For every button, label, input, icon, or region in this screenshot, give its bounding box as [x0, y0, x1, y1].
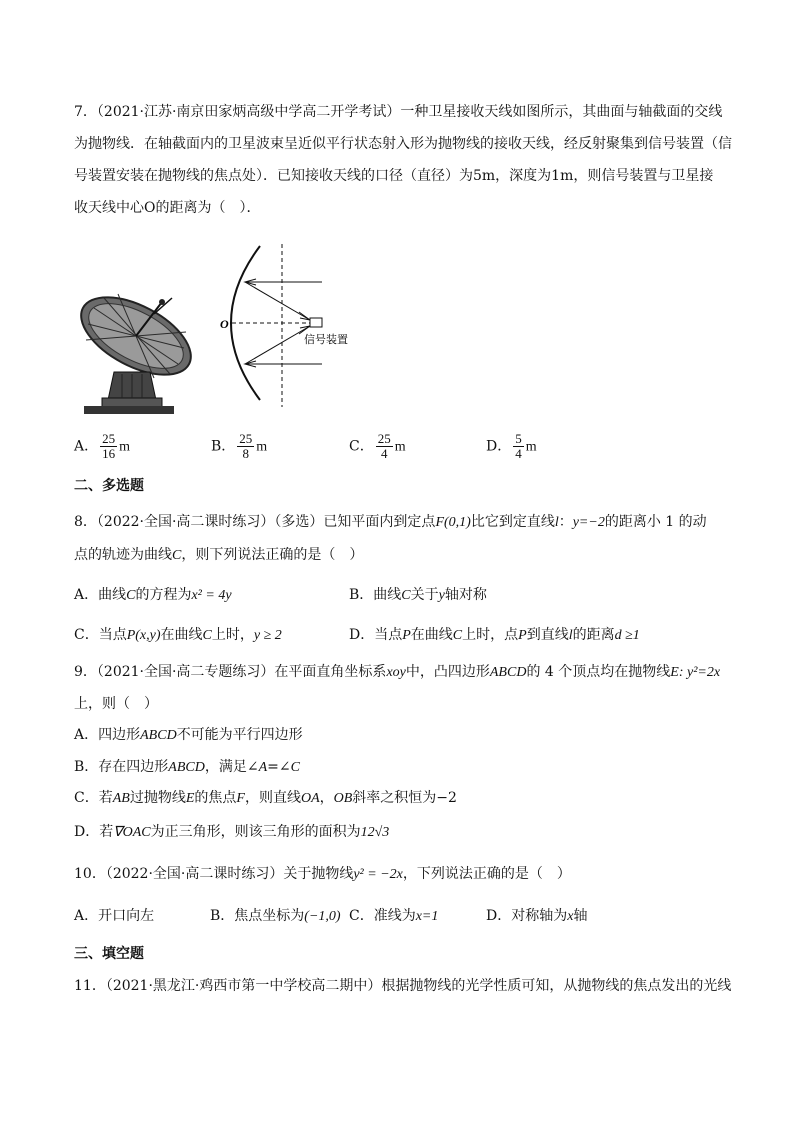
q10-option-d: D．对称轴为x轴 — [486, 908, 588, 924]
q8-option-a: A．曲线C的方程为x² = 4y — [74, 587, 232, 603]
q8-line-1: 8．（2022·全国·高二课时练习）（多选）已知平面内到定点F(0,1)比它到定直线l：y=−2的距离小 1 的动 — [74, 514, 707, 530]
satellite-dish-photo — [74, 284, 202, 416]
q7-option-d: D． $\frac{5}{4}$ m — [486, 431, 537, 461]
q9-option-c: C．若AB过抛物线E的焦点F，则直线OA，OB斜率之积恒为−2 — [74, 790, 457, 806]
q7-line-2: 为抛物线．在轴截面内的卫星波束呈近似平行状态射入形为抛物线的接收天线，经反射聚集到信号装置（信 — [74, 136, 732, 152]
q9-option-a: A．四边形ABCD不可能为平行四边形 — [74, 727, 303, 743]
origin-label: O — [220, 317, 229, 331]
q8-option-d: D．当点P在曲线C上时，点P到直线l的距离d ≥1 — [349, 627, 640, 643]
q10-option-b: B．焦点坐标为(−1,0) — [210, 908, 341, 924]
q7-option-b: B． $\frac{25}{8}$ m — [211, 431, 268, 461]
q7-line-4: 收天线中心O的距离为（ ）． — [74, 200, 261, 216]
device-label: 信号装置 — [304, 334, 348, 346]
q8-option-b: B．曲线C关于y轴对称 — [349, 587, 487, 603]
q8-line-2: 点的轨迹为曲线C，则下列说法正确的是（ ） — [74, 547, 364, 563]
q7-line-1: 7．（2021·江苏·南京田家炳高级中学高二开学考试）一种卫星接收天线如图所示，其曲面与轴截面的交线 — [74, 104, 723, 120]
q9-line-2: 上，则（ ） — [74, 696, 158, 712]
q11-line-1: 11．（2021·黑龙江·鸡西市第一中学校高二期中）根据抛物线的光学性质可知，从抛物线的焦点发出的光线 — [74, 978, 732, 994]
q7-option-a: A． $\frac{25}{16}$ m — [74, 431, 131, 461]
section-heading-multiple-choice: 二、多选题 — [74, 478, 144, 494]
q7-line-3: 号装置安装在抛物线的焦点处）．已知接收天线的口径（直径）为5m，深度为1m，则信号装置与卫星接 — [74, 168, 714, 184]
parabola-antenna-diagram — [212, 242, 362, 412]
q8-option-c: C．当点P(x,y)在曲线C上时，y ≥ 2 — [74, 627, 282, 643]
q9-option-b: B．存在四边形ABCD，满足∠A=∠C — [74, 759, 300, 775]
q9-option-d: D．若∇OAC为正三角形，则该三角形的面积为12√3 — [74, 824, 390, 840]
signal-device — [310, 318, 322, 327]
q10-option-c: C．准线为x=1 — [349, 908, 439, 924]
q9-line-1: 9．（2021·全国·高二专题练习）在平面直角坐标系xoy中，凸四边形ABCD的 4 个顶点均在抛物线E: y²=2x — [74, 664, 721, 680]
section-heading-fill-in: 三、填空题 — [74, 946, 144, 962]
q10-option-a: A．开口向左 — [74, 908, 155, 924]
q10-line-1: 10．（2022·全国·高二课时练习）关于抛物线y² = −2x，下列说法正确的是（ ） — [74, 866, 571, 882]
q7-option-c: C． $\frac{25}{4}$ m — [349, 431, 406, 461]
